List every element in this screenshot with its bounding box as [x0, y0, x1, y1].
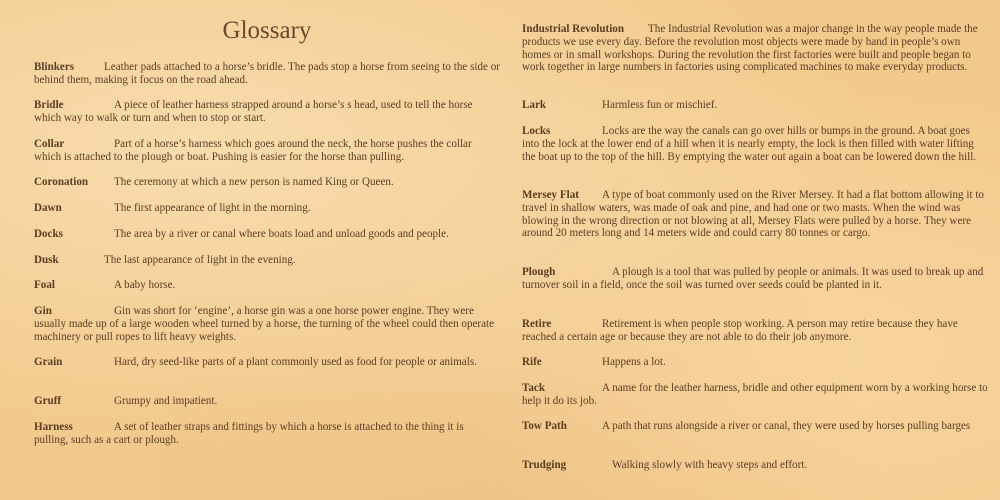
glossary-definition: Harmless fun or mischief.	[602, 99, 718, 111]
glossary-definition: Grumpy and impatient.	[114, 395, 218, 407]
glossary-entry	[34, 279, 500, 292]
page-title: Glossary	[222, 17, 312, 44]
glossary-entry	[34, 99, 500, 125]
glossary-entry	[522, 266, 988, 292]
glossary-entry	[34, 254, 500, 267]
glossary-entry	[522, 356, 988, 369]
glossary-definition: The last appearance of light in the evening.	[104, 254, 296, 266]
glossary-term: Plough	[522, 266, 556, 278]
glossary-term: Collar	[34, 138, 65, 150]
glossary-definition: A set of leather straps and fittings by which a horse is attached to the thing it is pulling, such as a cart or plough.	[34, 421, 464, 446]
glossary-entry	[522, 189, 988, 240]
glossary-entry	[34, 138, 500, 164]
glossary-definition: A baby horse.	[114, 279, 176, 291]
glossary-definition: The first appearance of light in the morning.	[114, 202, 311, 214]
glossary-left-column	[34, 0, 500, 446]
glossary-definition: A plough is a tool that was pulled by people or animals. It was used to break up and turnover soil in a field, once the soil was turned over seeds could be planted in it.	[522, 266, 984, 291]
glossary-definition: A name for the leather harness, bridle and other equipment worn by a working horse to help it do its job.	[522, 382, 988, 407]
glossary-entry	[522, 420, 988, 433]
glossary-term: Industrial Revolution	[522, 23, 625, 35]
glossary-entry	[34, 61, 500, 87]
glossary-term: Grain	[34, 356, 63, 368]
glossary-term: Tack	[522, 382, 546, 394]
glossary-definition: The ceremony at which a new person is named King or Queen.	[114, 176, 394, 188]
glossary-term: Harness	[34, 421, 73, 433]
glossary-term: Blinkers	[34, 61, 75, 73]
glossary-entry	[34, 421, 500, 447]
glossary-term: Tow Path	[522, 420, 567, 432]
glossary-definition: The area by a river or canal where boats load and unload goods and people.	[114, 228, 449, 240]
glossary-entry	[522, 318, 988, 344]
glossary-term: Docks	[34, 228, 63, 240]
glossary-definition: Leather pads attached to a horse’s bridle. The pads stop a horse from seeing to the side or behind them, making it focus on the road ahead.	[34, 61, 500, 86]
glossary-definition: Hard, dry seed-like parts of a plant commonly used as food for people or animals.	[114, 356, 477, 368]
glossary-term: Dusk	[34, 254, 59, 266]
glossary-term: Coronation	[34, 176, 89, 188]
glossary-term: Lark	[522, 99, 547, 111]
glossary-definition: Part of a horse’s harness which goes around the neck, the horse pushes the collar which is attached to the plough or boat. Pushing is easier for the horse than pulling.	[34, 138, 472, 163]
glossary-term: Gin	[34, 305, 52, 317]
glossary-term: Bridle	[34, 99, 64, 111]
glossary-entry	[522, 382, 988, 408]
glossary-term: Locks	[522, 125, 551, 137]
glossary-entry	[522, 125, 988, 163]
glossary-definition: Walking slowly with heavy steps and effort.	[612, 459, 808, 471]
glossary-term: Foal	[34, 279, 55, 291]
glossary-entry	[34, 202, 500, 215]
glossary-entry	[522, 99, 988, 112]
glossary-entry	[34, 228, 500, 241]
glossary-term: Gruff	[34, 395, 62, 407]
glossary-entry	[34, 356, 500, 369]
glossary-term: Rife	[522, 356, 542, 368]
glossary-entry	[522, 23, 988, 74]
glossary-term: Dawn	[34, 202, 62, 214]
glossary-entry	[34, 176, 500, 189]
glossary-definition: Happens a lot.	[602, 356, 666, 368]
glossary-definition: Locks are the way the canals can go over hills or bumps in the ground. A boat goes into the lock at the lower end of a hill when it is nearly empty, the lock is then filled with water lifting the boat up to the top of the hill. By emptying the water out again a boat can be lowered down the hill.	[522, 125, 977, 163]
glossary-entry	[34, 395, 500, 408]
glossary-entry	[34, 305, 500, 343]
glossary-term: Mersey Flat	[522, 189, 579, 201]
glossary-definition: A type of boat commonly used on the River Mersey. It had a flat bottom allowing it to travel in shallow waters, was made of oak and pine, and had one or two masts. When the wind was blowing in the wrong direction or not blowing at all, Mersey Flats were pulled by a horse. They were around 20 meters long and 14 meters wide and could carry 80 tonnes or cargo.	[522, 189, 984, 240]
glossary-definition: The Industrial Revolution was a major change in the way people made the products we use every day. Before the revolution most objects were made by hand in people’s own homes or in small workshops. During the revolution the first factories were built and people began to work together in large numbers in factories using complicated machines to make everyday products.	[522, 23, 978, 74]
glossary-term: Trudging	[522, 459, 567, 471]
glossary-definition: A piece of leather harness strapped around a horse’s s head, used to tell the horse which way to walk or turn and when to stop or start.	[34, 99, 473, 124]
glossary-definition: Retirement is when people stop working. A person may retire because they have reached a certain age or because they are not able to do their job anymore.	[522, 318, 958, 343]
glossary-term: Retire	[522, 318, 552, 330]
glossary-definition: A path that runs alongside a river or canal, they were used by horses pulling barges	[602, 420, 971, 432]
glossary-definition: Gin was short for ‘engine’, a horse gin was a one horse power engine. They were usually made up of a large wooden wheel turned by a horse, the turning of the wheel could then operate machinery or pull ropes to lift heavy weights.	[34, 305, 495, 343]
glossary-entry	[522, 459, 988, 472]
